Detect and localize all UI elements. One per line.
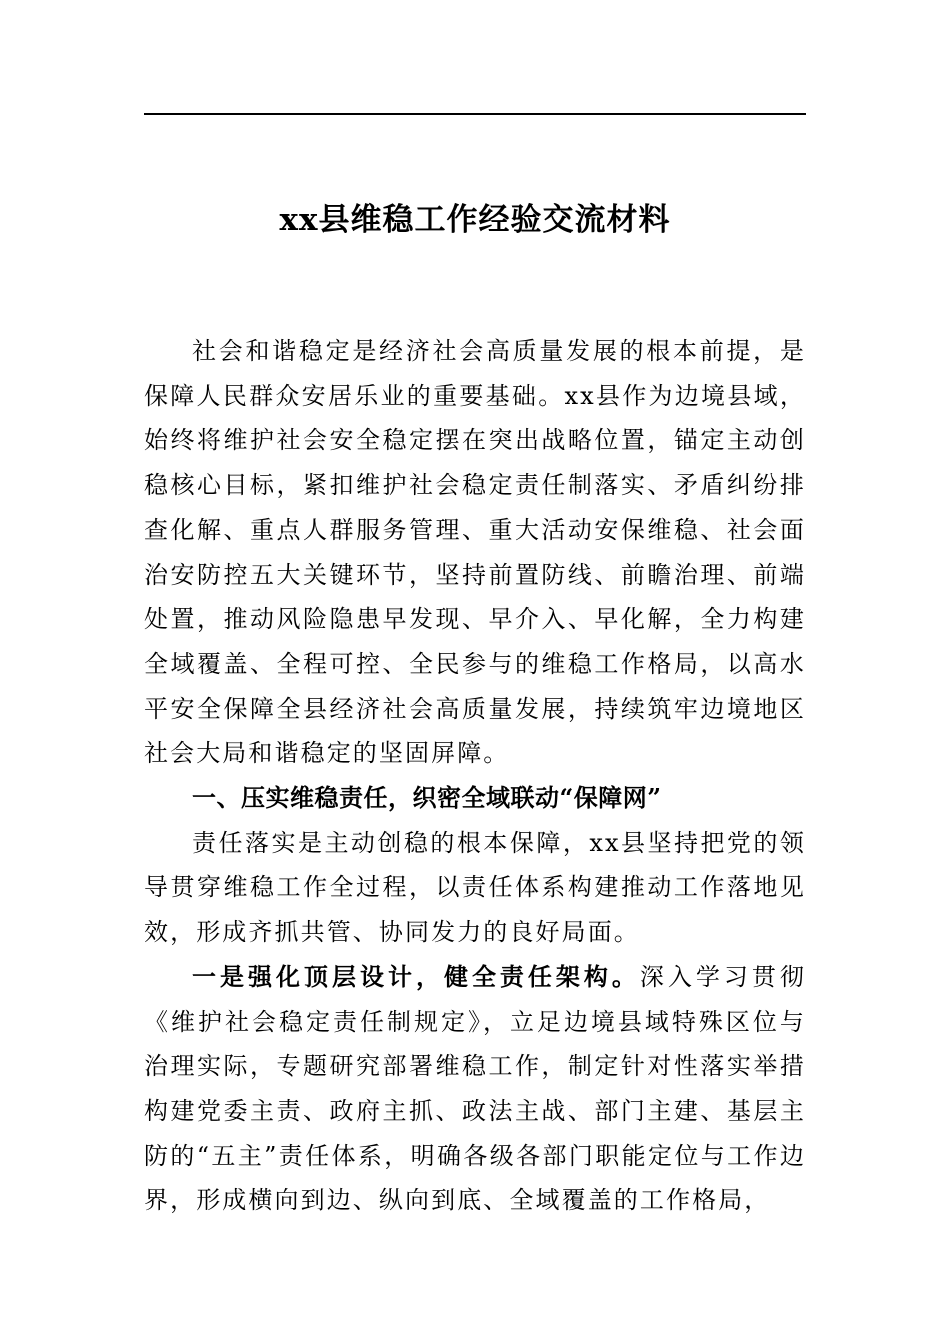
point-1-lead: 一是强化顶层设计，健全责任架构。 xyxy=(192,961,640,991)
section-1-point-1 xyxy=(144,955,806,1223)
document-body xyxy=(144,329,806,1223)
section-1-paragraph: 责任落实是主动创稳的根本保障，xx县坚持把党的领导贯穿维稳工作全过程，以责任体系构建推动工作落地见效，形成齐抓共管、协同发力的良好局面。 xyxy=(144,828,806,947)
section-heading-1: 一、压实维稳责任，织密全域联动“保障网” xyxy=(192,783,662,813)
document-title: xx县维稳工作经验交流材料 xyxy=(279,202,671,238)
intro-paragraph: 社会和谐稳定是经济社会高质量发展的根本前提，是保障人民群众安居乐业的重要基础。xx县作为边境县域，始终将维护社会安全稳定摆在突出战略位置，锚定主动创稳核心目标，紧扣维护社会稳定责任制落实、矛盾纠纷排查化解、重点人群服务管理、重大活动安保维稳、社会面治安防控五大关键环节，坚持前置防线、前瞻治理、前端处置，推动风险隐患早发现、早介入、早化解，全力构建全域覆盖、全程可控、全民参与的维稳工作格局，以高水平安全保障全县经济社会高质量发展，持续筑牢边境地区社会大局和谐稳定的坚固屏障。 xyxy=(144,337,806,768)
header-rule xyxy=(144,113,806,115)
point-1-text: 深入学习贯彻《维护社会稳定责任制规定》，立足边境县域特殊区位与治理实际，专题研究部署维稳工作，制定针对性落实举措构建党委主责、政府主抓、政法主战、部门主建、基层主防的“五主”责任体系，明确各级各部门职能定位与工作边界，形成横向到边、纵向到底、全域覆盖的工作格局， xyxy=(144,962,806,1215)
